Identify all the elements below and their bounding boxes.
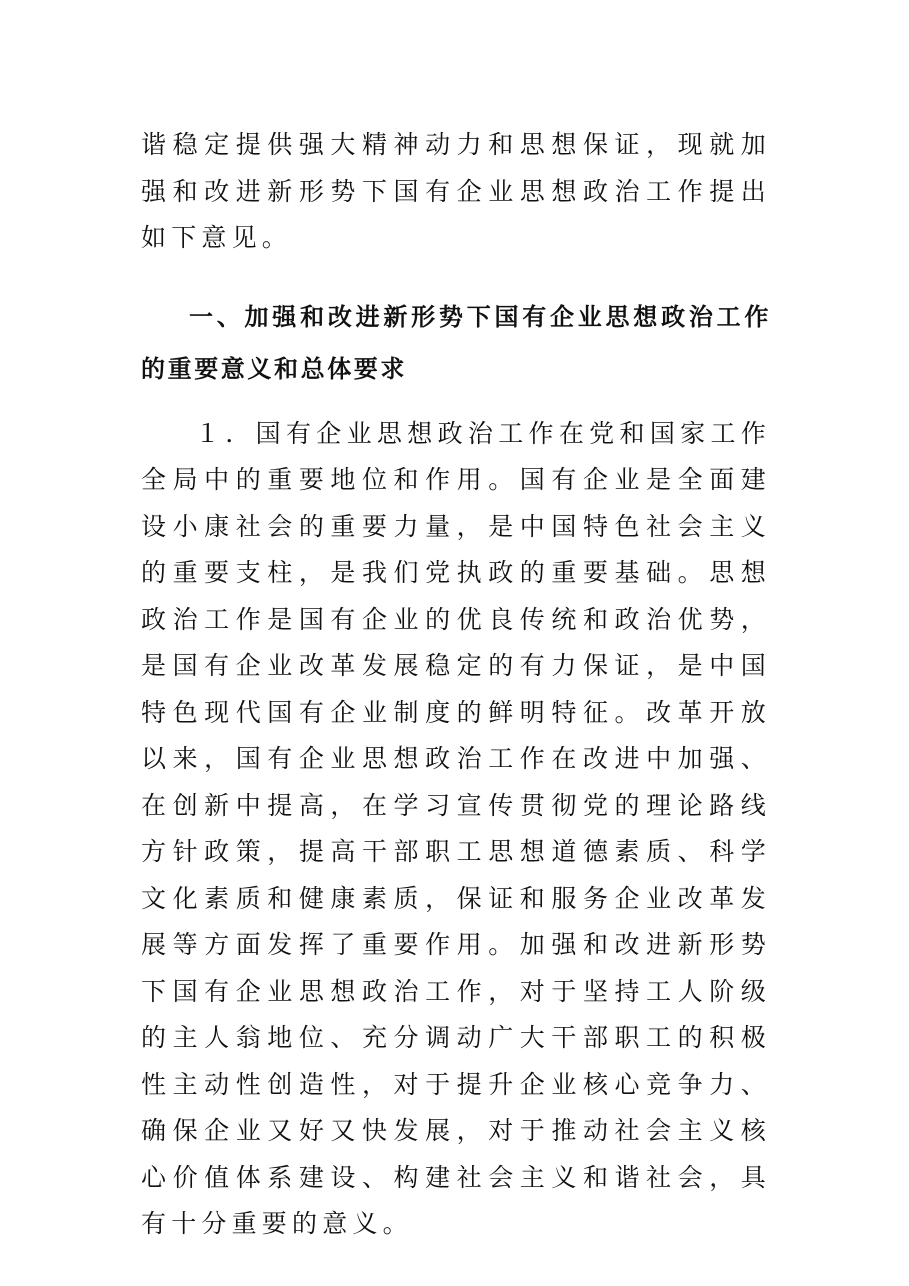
intro-paragraph: 谐稳定提供强大精神动力和思想保证，现就加强和改进新形势下国有企业思想政治工作提出如下意见。 (141, 130, 771, 252)
paragraph-1: １．国有企业思想政治工作在党和国家工作全局中的重要地位和作用。国有企业是全面建设小康社会的重要力量，是中国特色社会主义的重要支柱，是我们党执政的重要基础。思想政治工作是国有企业的优良传统和政治优势，是国有企业改革发展稳定的有力保证，是中国特色现代国有企业制度的鲜明特征。改革开放以来，国有企业思想政治工作在改进中加强、在创新中提高，在学习宣传贯彻党的理论路线方针政策，提高干部职工思想道德素质、科学文化素质和健康素质，保证和服务企业改革发展等方面发挥了重要作用。加强和改进新形势下国有企业思想政治工作，对于坚持工人阶级的主人翁地位、充分调动广大干部职工的积极性主动性创造性，对于提升企业核心竞争力、确保企业又好又快发展，对于推动社会主义核心价值体系建设、构建社会主义和谐社会，具有十分重要的意义。 (141, 418, 771, 1238)
section-heading: 一、加强和改进新形势下国有企业思想政治工作的重要意义和总体要求 (141, 302, 771, 383)
document-body (141, 122, 771, 1248)
